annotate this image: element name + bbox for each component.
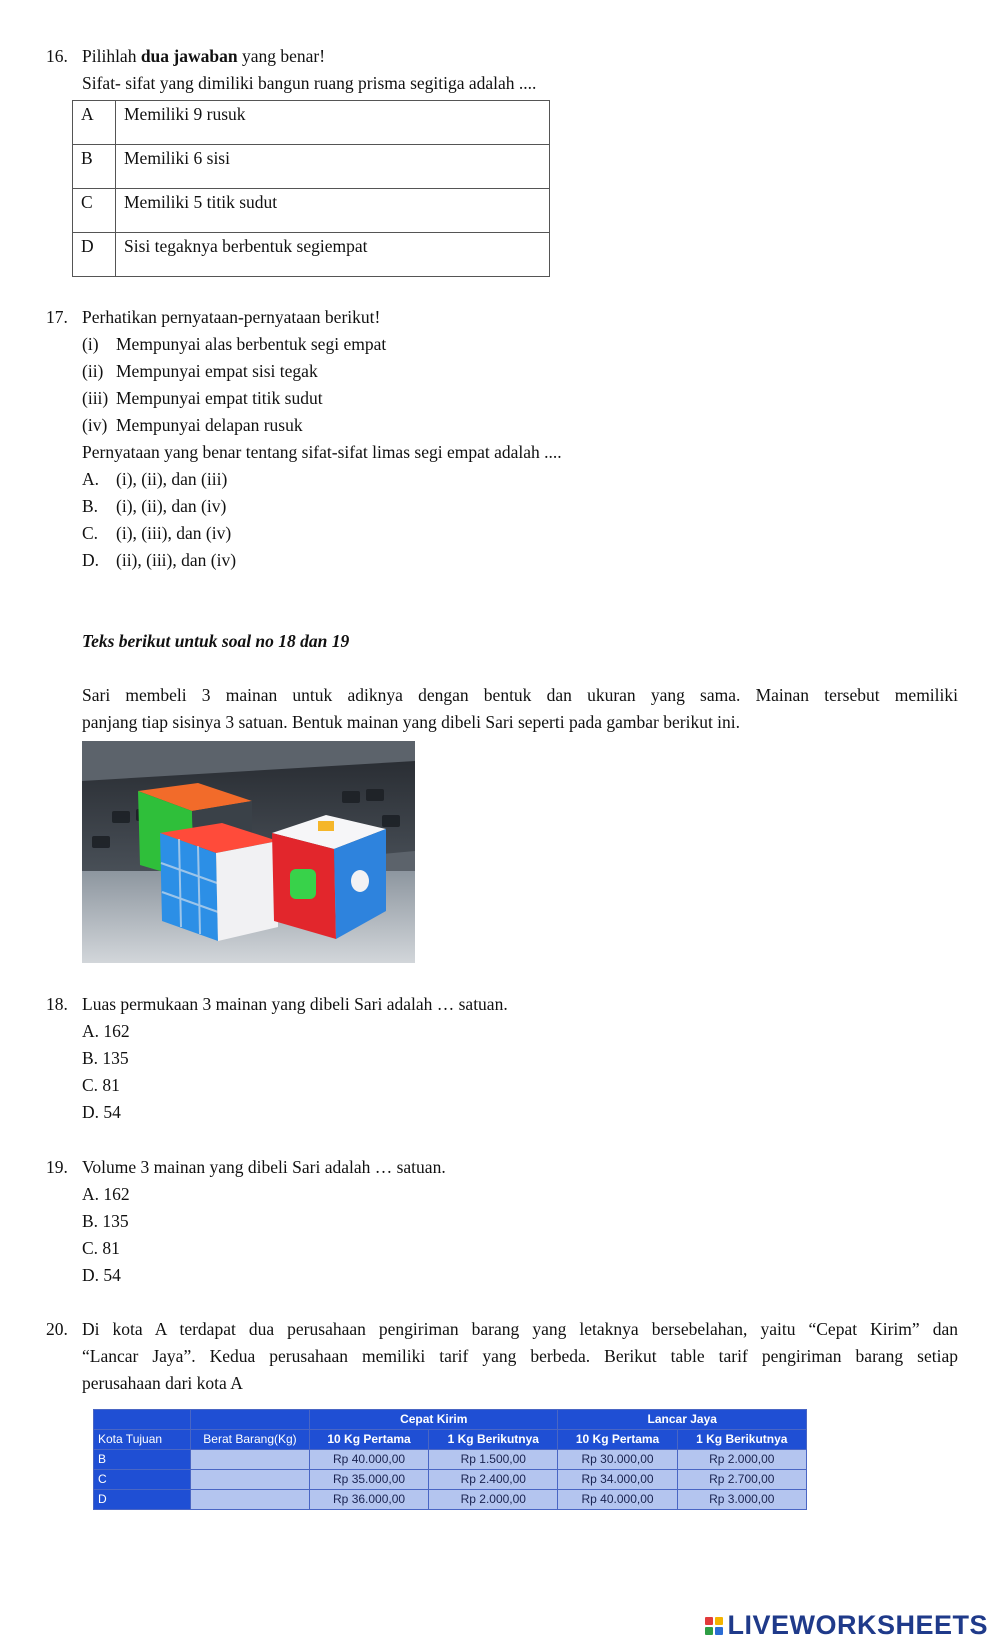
q17-question: Pernyataan yang benar tentang sifat-sifat limas segi empat adalah ....	[82, 442, 562, 462]
q16-number: 16.	[46, 46, 68, 66]
q17-option-text[interactable]: (i), (iii), dan (iv)	[116, 523, 232, 543]
q18-option[interactable]: C. 81	[82, 1075, 120, 1095]
q19-option[interactable]: B. 135	[82, 1211, 129, 1231]
tariff-cell-ck-next: Rp 2.000,00	[429, 1490, 558, 1510]
q20-text-line1: Di kota A terdapat dua perusahaan pengiriman barang yang letaknya bersebelahan, yaitu “Cepat Kirim” dan	[82, 1319, 958, 1339]
tariff-cell-berat[interactable]	[191, 1470, 310, 1490]
q17-statement-text: Mempunyai empat sisi tegak	[116, 361, 318, 381]
q19-number: 19.	[46, 1157, 68, 1177]
q17-statement-text: Mempunyai empat titik sudut	[116, 388, 323, 408]
tariff-col-first: 10 Kg Pertama	[310, 1430, 429, 1450]
tariff-cell-ck-next: Rp 2.400,00	[429, 1470, 558, 1490]
tariff-table	[93, 1409, 807, 1510]
q16-instruction	[82, 43, 325, 70]
q18-option[interactable]: D. 54	[82, 1102, 121, 1122]
liveworksheets-logo[interactable]	[705, 1612, 988, 1639]
tariff-cell-lj-next: Rp 3.000,00	[677, 1490, 806, 1510]
q18-number: 18.	[46, 994, 68, 1014]
tariff-cell-kota: B	[94, 1450, 191, 1470]
context-paragraph-line2: panjang tiap sisinya 3 satuan. Bentuk mainan yang dibeli Sari seperti pada gambar berikut ini.	[82, 712, 741, 732]
q17-statement-label: (i)	[82, 334, 99, 354]
context-paragraph-line1: Sari membeli 3 mainan untuk adiknya dengan bentuk dan ukuran yang sama. Mainan tersebut memiliki	[82, 685, 958, 705]
tariff-col-next: 1 Kg Berikutnya	[429, 1430, 558, 1450]
q16-option-a[interactable]	[73, 101, 550, 145]
q16-option-letter: B	[73, 145, 116, 189]
q17-statement-label: (iv)	[82, 415, 108, 435]
q16-option-text: Sisi tegaknya berbentuk segiempat	[116, 233, 550, 277]
tariff-header-row-1	[94, 1410, 807, 1430]
tariff-col-kota: Kota Tujuan	[94, 1430, 191, 1450]
q16-option-letter: D	[73, 233, 116, 277]
tariff-col-first: 10 Kg Pertama	[558, 1430, 677, 1450]
q16-option-c[interactable]	[73, 189, 550, 233]
tariff-cell-lj-first: Rp 34.000,00	[558, 1470, 677, 1490]
tariff-header-blank	[191, 1410, 310, 1430]
q16-options-table	[72, 100, 550, 277]
tariff-row-c	[94, 1470, 807, 1490]
tariff-cell-lj-first: Rp 30.000,00	[558, 1450, 677, 1470]
logo-square	[705, 1627, 713, 1635]
q17-option-text[interactable]: (ii), (iii), dan (iv)	[116, 550, 237, 570]
tariff-cell-ck-first: Rp 40.000,00	[310, 1450, 429, 1470]
tariff-cell-ck-first: Rp 35.000,00	[310, 1470, 429, 1490]
tariff-header-company1: Cepat Kirim	[310, 1410, 558, 1430]
tariff-cell-lj-next: Rp 2.700,00	[677, 1470, 806, 1490]
tariff-header-blank	[94, 1410, 191, 1430]
q16-option-text: Memiliki 6 sisi	[116, 145, 550, 189]
rubik-cubes-illustration	[82, 741, 415, 963]
q16-instruction-post: yang benar!	[237, 46, 326, 66]
q17-statement-text: Mempunyai alas berbentuk segi empat	[116, 334, 387, 354]
q16-instruction-pre: Pilihlah	[82, 46, 141, 66]
q17-intro: Perhatikan pernyataan-pernyataan berikut!	[82, 307, 381, 327]
tariff-header-row-2	[94, 1430, 807, 1450]
q16-option-d[interactable]	[73, 233, 550, 277]
q17-option-letter[interactable]: C.	[82, 523, 99, 543]
q17-option-text[interactable]: (i), (ii), dan (iv)	[116, 496, 227, 516]
q18-question: Luas permukaan 3 mainan yang dibeli Sari adalah … satuan.	[82, 994, 508, 1014]
tariff-cell-kota: C	[94, 1470, 191, 1490]
q18-option[interactable]: A. 162	[82, 1021, 130, 1041]
logo-text: LIVEWORKSHEETS	[727, 1610, 988, 1640]
q17-statement-label: (ii)	[82, 361, 104, 381]
tariff-cell-ck-first: Rp 36.000,00	[310, 1490, 429, 1510]
q20-text-line2: “Lancar Jaya”. Kedua perusahaan memiliki tarif yang berbeda. Berikut table tarif pengiriman barang setiap	[82, 1346, 958, 1366]
q20-text-line3: perusahaan dari kota A	[82, 1373, 243, 1393]
logo-square	[705, 1617, 713, 1625]
tariff-header-company2: Lancar Jaya	[558, 1410, 807, 1430]
q20-number: 20.	[46, 1319, 68, 1339]
tariff-cell-berat[interactable]	[191, 1450, 310, 1470]
tariff-cell-berat[interactable]	[191, 1490, 310, 1510]
q19-option[interactable]: A. 162	[82, 1184, 130, 1204]
q17-number: 17.	[46, 307, 68, 327]
q16-option-letter: A	[73, 101, 116, 145]
q17-statement-label: (iii)	[82, 388, 109, 408]
tariff-cell-ck-next: Rp 1.500,00	[429, 1450, 558, 1470]
tariff-row-d	[94, 1490, 807, 1510]
q16-option-text: Memiliki 9 rusuk	[116, 101, 550, 145]
q16-option-b[interactable]	[73, 145, 550, 189]
tariff-col-next: 1 Kg Berikutnya	[677, 1430, 806, 1450]
logo-square	[715, 1627, 723, 1635]
q17-option-letter[interactable]: D.	[82, 550, 100, 570]
tariff-cell-kota: D	[94, 1490, 191, 1510]
q16-option-letter: C	[73, 189, 116, 233]
q19-question: Volume 3 mainan yang dibeli Sari adalah … satuan.	[82, 1157, 446, 1177]
q17-option-letter[interactable]: B.	[82, 496, 99, 516]
q19-option[interactable]: C. 81	[82, 1238, 120, 1258]
q17-statement-text: Mempunyai delapan rusuk	[116, 415, 303, 435]
tariff-cell-lj-first: Rp 40.000,00	[558, 1490, 677, 1510]
q17-option-text[interactable]: (i), (ii), dan (iii)	[116, 469, 228, 489]
rubik-cubes-photo	[82, 741, 415, 963]
q16-instruction-bold: dua jawaban	[140, 46, 238, 66]
q16-option-text: Memiliki 5 titik sudut	[116, 189, 550, 233]
q16-question: Sifat- sifat yang dimiliki bangun ruang prisma segitiga adalah ....	[82, 73, 537, 93]
logo-square	[715, 1617, 723, 1625]
tariff-col-berat: Berat Barang(Kg)	[191, 1430, 310, 1450]
q18-option[interactable]: B. 135	[82, 1048, 129, 1068]
q17-option-letter[interactable]: A.	[82, 469, 100, 489]
tariff-cell-lj-next: Rp 2.000,00	[677, 1450, 806, 1470]
tariff-row-b	[94, 1450, 807, 1470]
liveworksheets-mark-icon	[705, 1617, 723, 1635]
q19-option[interactable]: D. 54	[82, 1265, 121, 1285]
context-heading: Teks berikut untuk soal no 18 dan 19	[82, 631, 350, 651]
